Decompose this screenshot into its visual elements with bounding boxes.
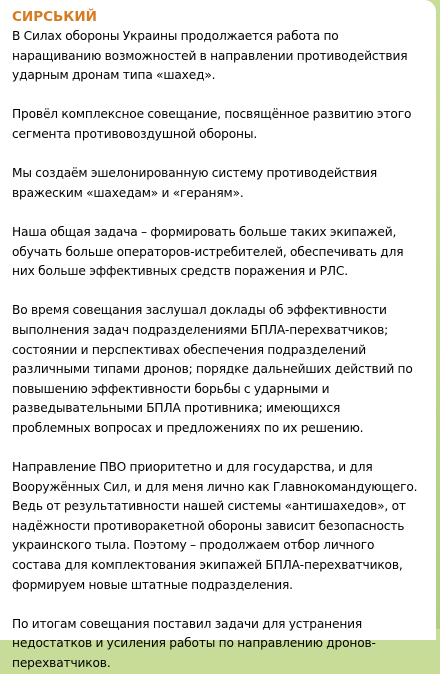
sender-name[interactable]: СИРСЬКИЙ <box>12 9 97 25</box>
message-paragraph-3: Мы создаём эшелонированную систему противодействия вражеским «шахедам» и «гераням». <box>12 166 378 200</box>
message-paragraph-1: В Силах обороны Украины продолжается работа по наращиванию возможностей в направлении противодействия ударным дронам типа «шахед». <box>12 29 408 83</box>
message-paragraph-4: Наша общая задача – формировать больше таких экипажей, обучать больше операторов-истребителей, обеспечивать для них больше эффективных средств поражения и РЛС. <box>12 224 404 279</box>
message-text <box>12 27 426 674</box>
message-paragraph-7: По итогам совещания поставил задачи для устранения недостатков и усиления работы по направлению дронов- перехватчиков. <box>12 616 376 670</box>
message-paragraph-5: Во время совещания заслушал доклады об эффективности выполнения задач подразделениями БПЛА-перехватчиков; состоянии и перспективах обеспечения подразделений различными типами дронов; порядке дальнейших действий по повышению эффективности борьбы с ударными и разведывательными БПЛА противника; имеющихся проблемных вопросах и предложениях по их решению. <box>12 303 413 435</box>
message-paragraph-2: Провёл комплексное совещание, посвящённое развитию этого сегмента противовоздушной обороны. <box>12 107 412 141</box>
message-paragraph-6: Направление ПВО приоритетно и для государства, и для Вооружённых Сил, и для меня лично как Главнокомандующего. Ведь от результативности нашей системы «антишахедов», от надёжности противоракетной обороны зависит безопасность украинского тыла. Поэтому – продолжаем отбор личного состава для комплектования экипажей БПЛА-перехватчиков, формируем новые штатные подразделения. <box>12 460 418 592</box>
